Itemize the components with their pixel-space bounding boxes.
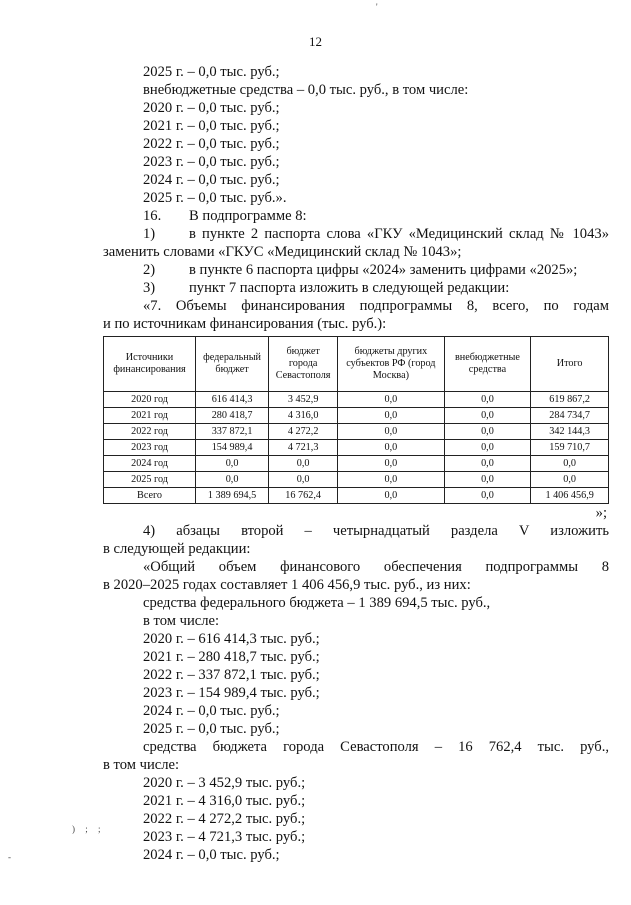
- federal-year-line: 2025 г. – 0,0 тыс. руб.;: [143, 721, 280, 737]
- table-row: [104, 456, 609, 472]
- table-cell: 284 734,7: [531, 408, 609, 424]
- item-16-text: В подпрограмме 8:: [189, 208, 307, 224]
- intro-lines: [103, 63, 609, 207]
- table-cell: 0,0: [338, 488, 444, 504]
- table-cell: 159 710,7: [531, 440, 609, 456]
- federal-year-line: 2020 г. – 616 414,3 тыс. руб.;: [143, 631, 320, 647]
- table-header-cell: бюджеты других субъектов РФ (город Москва): [338, 337, 444, 392]
- table-cell: 2023 год: [104, 440, 196, 456]
- federal-year-line: 2023 г. – 154 989,4 тыс. руб.;: [143, 685, 320, 701]
- subitem-4-continuation: в следующей редакции:: [103, 541, 251, 557]
- table-row: [104, 488, 609, 504]
- intro-line: 2025 г. – 0,0 тыс. руб.».: [143, 190, 287, 206]
- city-budget-first-line: средства бюджета города Севастополя – 16 762,4 тыс. руб.,: [143, 739, 609, 755]
- table-row: [104, 424, 609, 440]
- table-cell: 0,0: [338, 392, 444, 408]
- table-cell: 4 316,0: [269, 408, 338, 424]
- table-header-row: [104, 337, 609, 392]
- federal-year-line: 2021 г. – 280 418,7 тыс. руб.;: [143, 649, 320, 665]
- table-cell: 16 762,4: [269, 488, 338, 504]
- table-cell: 2020 год: [104, 392, 196, 408]
- intro-line: 2024 г. – 0,0 тыс. руб.;: [143, 172, 280, 188]
- city-year-line: 2023 г. – 4 721,3 тыс. руб.;: [143, 829, 306, 845]
- city-year-line: 2022 г. – 4 272,2 тыс. руб.;: [143, 811, 306, 827]
- table-cell: 2024 год: [104, 456, 196, 472]
- table-cell: 0,0: [338, 472, 444, 488]
- subitem-1-text: в пункте 2 паспорта слова «ГКУ «Медицинский склад № 1043»: [189, 226, 609, 242]
- subitem-2-text: в пункте 6 паспорта цифры «2024» заменить цифрами «2025»;: [189, 262, 578, 278]
- table-cell: 4 721,3: [269, 440, 338, 456]
- intro-line: 2020 г. – 0,0 тыс. руб.;: [143, 100, 280, 116]
- table-cell: 280 418,7: [196, 408, 269, 424]
- table-cell: Всего: [104, 488, 196, 504]
- subitem-1-continuation: заменить словами «ГКУС «Медицинский склад № 1043»;: [103, 244, 462, 260]
- table-cell: 0,0: [444, 440, 531, 456]
- subitem-2-number: 2): [143, 262, 156, 278]
- intro-line: 2021 г. – 0,0 тыс. руб.;: [143, 118, 280, 134]
- table-cell: 619 867,2: [531, 392, 609, 408]
- intro-line: 2022 г. – 0,0 тыс. руб.;: [143, 136, 280, 152]
- federal-year-line: 2022 г. – 337 872,1 тыс. руб.;: [143, 667, 320, 683]
- table-cell: 0,0: [338, 424, 444, 440]
- table-cell: 0,0: [196, 472, 269, 488]
- table-cell: 154 989,4: [196, 440, 269, 456]
- table-row: [104, 472, 609, 488]
- subitem-1: [103, 225, 609, 243]
- page-number: 12: [309, 34, 322, 49]
- subitem-3-number: 3): [143, 280, 156, 296]
- table-cell: 0,0: [269, 456, 338, 472]
- table-closing-quote: »;: [595, 505, 607, 521]
- table-cell: 2021 год: [104, 408, 196, 424]
- table-cell: 616 414,3: [196, 392, 269, 408]
- table-cell: 0,0: [444, 472, 531, 488]
- table-cell: 0,0: [196, 456, 269, 472]
- city-year-line: 2021 г. – 4 316,0 тыс. руб.;: [143, 793, 306, 809]
- intro-line: 2025 г. – 0,0 тыс. руб.;: [143, 64, 280, 80]
- table-header-cell: внебюджетные средства: [444, 337, 531, 392]
- scan-speck: -: [8, 852, 11, 862]
- scan-speck: ': [376, 2, 378, 12]
- federal-years-list: [103, 630, 609, 738]
- table-cell: 0,0: [444, 392, 531, 408]
- table-cell: 0,0: [531, 456, 609, 472]
- intro-line: 2023 г. – 0,0 тыс. руб.;: [143, 154, 280, 170]
- city-year-line: 2024 г. – 0,0 тыс. руб.;: [143, 847, 280, 863]
- city-years-list: [103, 774, 609, 864]
- table-cell: 1 406 456,9: [531, 488, 609, 504]
- table-cell: 0,0: [338, 408, 444, 424]
- table-header-cell: Итого: [531, 337, 609, 392]
- table-header-cell: Источники финансирования: [104, 337, 196, 392]
- subitem-3: [103, 279, 609, 297]
- item-16-number: 16.: [143, 208, 162, 224]
- table-row: [104, 440, 609, 456]
- table-cell: 4 272,2: [269, 424, 338, 440]
- financing-table: [103, 336, 609, 504]
- table-cell: 337 872,1: [196, 424, 269, 440]
- table-row: [104, 408, 609, 424]
- table-cell: 3 452,9: [269, 392, 338, 408]
- document-body: [103, 63, 609, 864]
- table-header-cell: федеральный бюджет: [196, 337, 269, 392]
- general-volume-first-line: «Общий объем финансового обеспечения подпрограммы 8: [143, 559, 609, 575]
- federal-year-line: 2024 г. – 0,0 тыс. руб.;: [143, 703, 280, 719]
- table-header-cell: бюджет города Севастополя: [269, 337, 338, 392]
- table-cell: 1 389 694,5: [196, 488, 269, 504]
- table-cell: 0,0: [531, 472, 609, 488]
- table-cell: 2025 год: [104, 472, 196, 488]
- subitem-1-number: 1): [143, 226, 156, 242]
- item-16: [103, 207, 609, 225]
- financing-table-head: [104, 337, 609, 392]
- table-cell: 0,0: [444, 488, 531, 504]
- city-budget-continuation: в том числе:: [103, 757, 180, 773]
- federal-budget-line: средства федерального бюджета – 1 389 694,5 тыс. руб.,: [143, 595, 491, 611]
- table-cell: 0,0: [269, 472, 338, 488]
- table-cell: 0,0: [444, 456, 531, 472]
- table-cell: 0,0: [444, 408, 531, 424]
- table-cell: 2022 год: [104, 424, 196, 440]
- table-cell: 342 144,3: [531, 424, 609, 440]
- table-cell: 0,0: [338, 440, 444, 456]
- table-row: [104, 392, 609, 408]
- intro-line: внебюджетные средства – 0,0 тыс. руб., в том числе:: [143, 82, 469, 98]
- subitem-2: [103, 261, 609, 279]
- quote-7-continuation: и по источникам финансирования (тыс. руб.):: [103, 316, 387, 332]
- financing-table-body: [104, 392, 609, 504]
- table-cell: 0,0: [444, 424, 531, 440]
- city-year-line: 2020 г. – 3 452,9 тыс. руб.;: [143, 775, 306, 791]
- subitem-4: 4) абзацы второй – четырнадцатый раздела V изложить: [143, 523, 609, 539]
- scan-speck: ) ; ;: [72, 824, 105, 834]
- table-cell: 0,0: [338, 456, 444, 472]
- quote-7-first-line: «7. Объемы финансирования подпрограммы 8, всего, по годам: [143, 298, 609, 314]
- general-volume-continuation: в 2020–2025 годах составляет 1 406 456,9 тыс. руб., из них:: [103, 577, 471, 593]
- federal-including: в том числе:: [143, 613, 220, 629]
- subitem-3-text: пункт 7 паспорта изложить в следующей редакции:: [189, 280, 510, 296]
